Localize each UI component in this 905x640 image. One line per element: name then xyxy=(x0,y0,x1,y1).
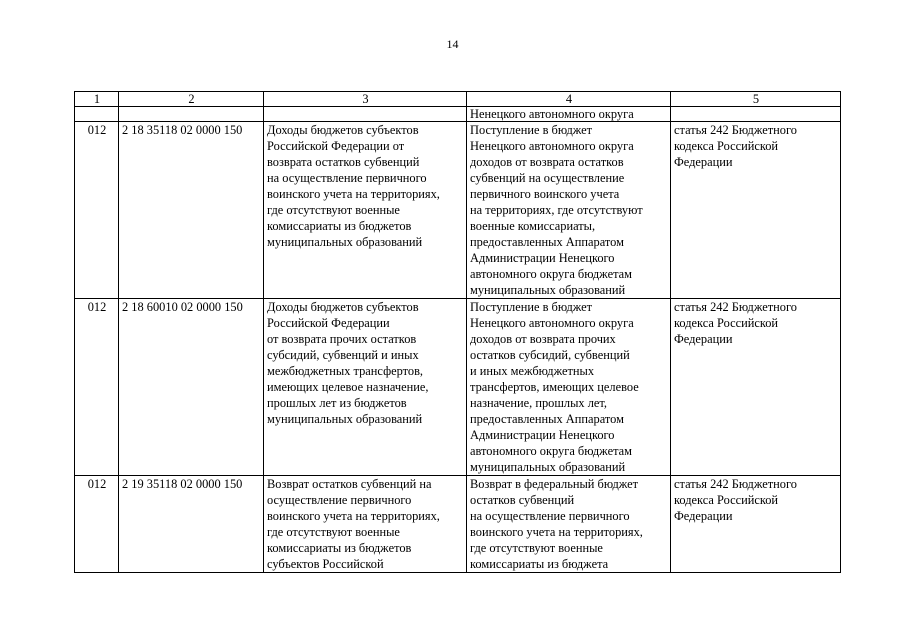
name-cell xyxy=(264,476,467,573)
admin-code-cell: 012 xyxy=(75,476,119,573)
table-row xyxy=(75,476,841,573)
description-line: Поступление в бюджет xyxy=(470,123,593,137)
name-cell xyxy=(264,122,467,299)
description-line: доходов от возврата остатков xyxy=(470,155,624,169)
header-col-5: 5 xyxy=(671,92,841,107)
description-line: автономного округа бюджетам xyxy=(470,267,632,281)
legal-basis-cell xyxy=(671,299,841,476)
description-line: и иных межбюджетных xyxy=(470,364,595,378)
legal-basis-line: кодекса Российской xyxy=(674,493,779,507)
name-cell xyxy=(264,299,467,476)
page-number: 14 xyxy=(446,37,459,51)
continuation-cell-2 xyxy=(119,107,264,122)
description-cell xyxy=(467,122,671,299)
kbk-cell: 2 18 35118 02 0000 150 xyxy=(119,122,264,299)
description-line: Администрации Ненецкого xyxy=(470,251,615,265)
description-line: на осуществление первичного xyxy=(470,509,630,523)
name-line: где отсутствуют военные xyxy=(267,203,400,217)
name-line: комиссариаты из бюджетов xyxy=(267,219,412,233)
description-line: муниципальных образований xyxy=(470,283,626,297)
name-line: Российской Федерации от xyxy=(267,139,405,153)
continuation-cell-4: Ненецкого автономного округа xyxy=(467,107,671,122)
name-line: муниципальных образований xyxy=(267,235,423,249)
header-col-4: 4 xyxy=(467,92,671,107)
description-line: доходов от возврата прочих xyxy=(470,332,616,346)
legal-basis-line: кодекса Российской xyxy=(674,139,779,153)
description-line: остатков субвенций xyxy=(470,493,575,507)
table-row xyxy=(75,299,841,476)
legal-basis-line: статья 242 Бюджетного xyxy=(674,300,797,314)
description-line: комиссариаты из бюджета xyxy=(470,557,609,571)
legal-basis-line: кодекса Российской xyxy=(674,316,779,330)
header-col-2: 2 xyxy=(119,92,264,107)
continuation-cell-3 xyxy=(264,107,467,122)
description-line: военные комиссариаты, xyxy=(470,219,596,233)
description-line: предоставленных Аппаратом xyxy=(470,235,624,249)
admin-code-cell: 012 xyxy=(75,122,119,299)
name-line: Доходы бюджетов субъектов xyxy=(267,123,419,137)
name-line: имеющих целевое назначение, xyxy=(267,380,429,394)
description-line: автономного округа бюджетам xyxy=(470,444,632,458)
name-line: на осуществление первичного xyxy=(267,171,427,185)
table-row xyxy=(75,122,841,299)
description-line: Возврат в федеральный бюджет xyxy=(470,477,639,491)
legal-basis-cell xyxy=(671,122,841,299)
continuation-row xyxy=(75,107,841,122)
name-line: от возврата прочих остатков xyxy=(267,332,417,346)
kbk-cell: 2 18 60010 02 0000 150 xyxy=(119,299,264,476)
table-header-row xyxy=(75,92,841,107)
name-line: комиссариаты из бюджетов xyxy=(267,541,412,555)
header-col-3: 3 xyxy=(264,92,467,107)
name-line: Доходы бюджетов субъектов xyxy=(267,300,419,314)
name-line: субсидий, субвенций и иных xyxy=(267,348,419,362)
description-line: Поступление в бюджет xyxy=(470,300,593,314)
name-line: прошлых лет из бюджетов xyxy=(267,396,407,410)
description-line: муниципальных образований xyxy=(470,460,626,474)
description-line: трансфертов, имеющих целевое xyxy=(470,380,639,394)
description-line: воинского учета на территориях, xyxy=(470,525,643,539)
description-cell xyxy=(467,476,671,573)
legal-basis-line: Федерации xyxy=(674,332,733,346)
header-col-1: 1 xyxy=(75,92,119,107)
description-cell xyxy=(467,299,671,476)
description-line: предоставленных Аппаратом xyxy=(470,412,624,426)
name-line: воинского учета на территориях, xyxy=(267,509,440,523)
legal-basis-line: статья 242 Бюджетного xyxy=(674,477,797,491)
continuation-cell-1 xyxy=(75,107,119,122)
continuation-cell-5 xyxy=(671,107,841,122)
revenue-classification-table xyxy=(74,91,841,573)
admin-code-cell: 012 xyxy=(75,299,119,476)
description-line: Ненецкого автономного округа xyxy=(470,316,634,330)
description-line: где отсутствуют военные xyxy=(470,541,603,555)
description-line: на территориях, где отсутствуют xyxy=(470,203,643,217)
legal-basis-line: статья 242 Бюджетного xyxy=(674,123,797,137)
name-line: межбюджетных трансфертов, xyxy=(267,364,424,378)
name-line: муниципальных образований xyxy=(267,412,423,426)
description-line: Ненецкого автономного округа xyxy=(470,139,634,153)
name-line: осуществление первичного xyxy=(267,493,412,507)
legal-basis-line: Федерации xyxy=(674,509,733,523)
legal-basis-cell xyxy=(671,476,841,573)
name-line: где отсутствуют военные xyxy=(267,525,400,539)
name-line: Российской Федерации xyxy=(267,316,390,330)
name-line: субъектов Российской xyxy=(267,557,384,571)
kbk-cell: 2 19 35118 02 0000 150 xyxy=(119,476,264,573)
description-line: субвенций на осуществление xyxy=(470,171,625,185)
description-line: первичного воинского учета xyxy=(470,187,620,201)
description-line: остатков субсидий, субвенций xyxy=(470,348,630,362)
description-line: назначение, прошлых лет, xyxy=(470,396,607,410)
name-line: возврата остатков субвенций xyxy=(267,155,420,169)
legal-basis-line: Федерации xyxy=(674,155,733,169)
name-line: Возврат остатков субвенций на xyxy=(267,477,432,491)
description-line: Администрации Ненецкого xyxy=(470,428,615,442)
name-line: воинского учета на территориях, xyxy=(267,187,440,201)
